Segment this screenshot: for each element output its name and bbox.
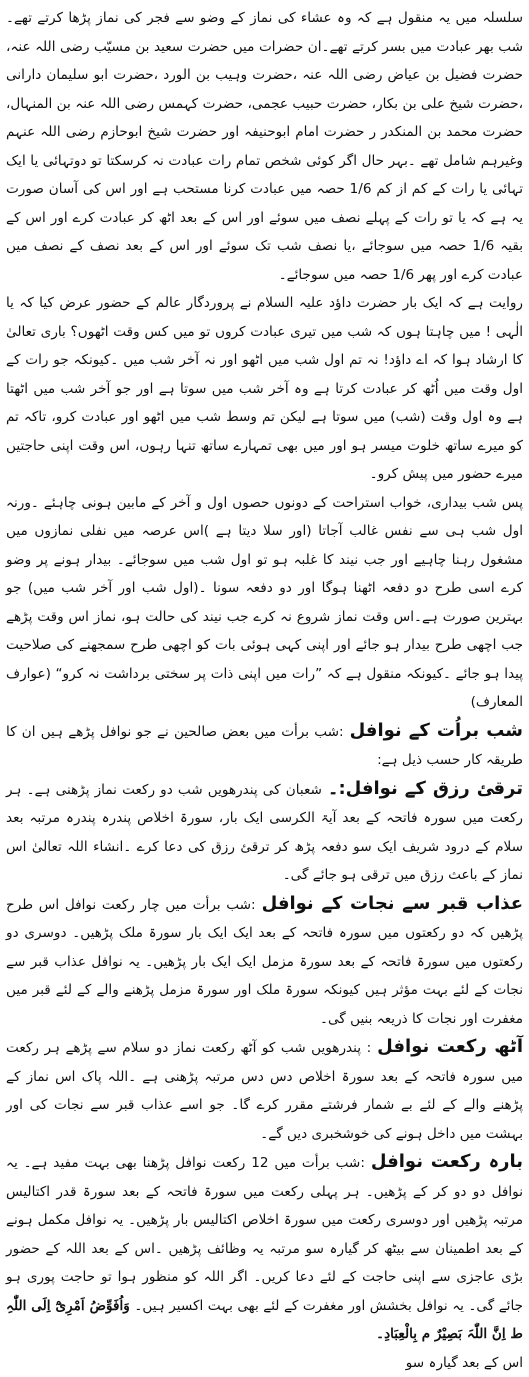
section-heading: بارہ رکعت نوافل bbox=[371, 1151, 523, 1172]
section-qabr-nawafil bbox=[6, 890, 523, 1034]
section-body bbox=[6, 775, 523, 890]
section-heading: ترقئ رزق کے نوافل:۔ bbox=[328, 778, 523, 799]
continuation-text: اس کے بعد گیارہ سو bbox=[6, 1349, 523, 1377]
paragraph-text: سلسلہ میں یہ منقول ہے کہ وہ عشاء کی نماز کے وضو سے فجر کی نماز پڑھا کرتے تھے۔شب بھر عبادت میں بسر کرتے تھے۔ان حضرات میں حضرت سعید بن مسیّب رضی اللہ عنہ، حضرت فضیل بن عیاض رضی اللہ عنہ ،حضرت وہیب بن الورد ،حضرت ابو سلیمان دارانی ،حضرت شیخ علی بن بکار، حضرت حبیب عجمی، حضرت کہمس رضی اللہ عنہ بن المنہال، حضرت محمد بن المنکدر ر حضرت امام ابوحنیفہ اور حضرت شیخ ابوحازم رضی اللہ عنہم وغیرہم شامل تھے ۔بہر حال اگر کوئی شخص تمام رات عبادت نہ کرسکتا تو دوتہائی یا ایک تہائی یا رات کے کم از کم 1/6 حصہ میں عبادت کرنا مستحب ہے اور اس کی آسان صورت یہ ہے کہ یا تو رات کے پہلے نصف میں سوئے اور اس کے بعد اٹھ کر عبادت کرے اور اس کے بقیہ 1/6 حصہ میں سوجائے ،یا نصف شب تک سوئے اور اس کے بعد نصف کے نصف میں عبادت کرے اور پھر 1/6 حصہ میں سوجائے۔ bbox=[6, 4, 523, 289]
section-text: :شب برأت میں بعض صالحین نے جو نوافل پڑھے ہیں ان کا طریقہ کار حسب ذیل ہے: bbox=[6, 724, 523, 769]
section-heading: عذاب قبر سے نجات کے نوافل bbox=[262, 893, 523, 914]
section-shab-e-barat-nawafil bbox=[6, 717, 523, 775]
section-twelve-rakat bbox=[6, 1148, 523, 1377]
section-body bbox=[6, 1033, 523, 1148]
section-body bbox=[6, 717, 523, 775]
section-heading: شب براُت کے نوافل bbox=[350, 720, 523, 741]
section-text: :شب برأت میں 12 رکعت نوافل پڑھنا بھی بہت مفید ہے۔ یہ نوافل دو دو کر کے پڑھیں۔ ہر پہلی رکعت میں سورۃ فاتحہ کے بعد سورۃ قدر اکتالیس مرتبہ پڑھیں اور دوسری رکعت میں سورۃ اخلاص اکتالیس بار پڑھیں۔ یہ نوافل مکمل ہونے کے بعد اطمینان سے بیٹھ کر گیارہ سو مرتبہ یہ وظائف پڑھیں ۔اس کے بعد اللہ کے حضور بڑی عاجزی سے اپنی حاجت کے لئے دعا کریں۔ اگر اللہ کو منظور ہوا تو حاجت پوری ہو جائے گی۔ یہ نوافل بخشش اور مغفرت کے لئے بھی بہت اکسیر ہیں۔ bbox=[6, 1155, 523, 1314]
paragraph-night-worship bbox=[6, 4, 523, 289]
quran-ayah: وَاُفَوِّضُ اَمْرِیْٓ اِلَی اللّٰہِ ط اِنَّ اللّٰہَ بَصِیْرٌ م بِالْعِبَادِ۔ bbox=[6, 1298, 523, 1343]
section-body bbox=[6, 1148, 523, 1377]
paragraph-night-vigil bbox=[6, 489, 523, 717]
section-eight-rakat bbox=[6, 1033, 523, 1148]
section-text: :شب برأت میں چار رکعت نوافل اس طرح پڑھیں کہ دو رکعتوں میں سورہ فاتحہ کے بعد ایک ایک بار سورۃ ملک پڑھیں۔ دوسری دو رکعتوں میں سورۃ فاتحہ کے بعد سورۃ مزمل ایک ایک بار پڑھیں۔ یہ نوافل عذاب قبر سے نجات کے لئے بہت مؤثر ہیں کیونکہ سورۃ ملک اور سورۃ مزمل پڑھنے والے کے لئے قبر میں مغفرت اور نجات کا ذریعہ بنیں گی۔ bbox=[6, 897, 523, 1027]
paragraph-text: پس شب بیداری، خواب استراحت کے دونوں حصوں اول و آخر کے مابین ہونی چاہئے ۔ورنہ اول شب ہی سے نفس غالب آجاتا (اور سلا دیتا ہے )اس عرصہ میں نفلی نمازوں میں مشغول رہنا چاہیے اور جب نیند کا غلبہ ہو تو اول شب میں سوجائے۔ بیدار ہونے پر وضو کرے اسی طرح دو دفعہ اٹھنا ہوگا اور دو دفعہ سونا ۔(اول شب اور آخر شب میں) جو بہترین صورت ہے۔اس وقت نماز شروع نہ کرے جب نیند کی حالت ہو، نماز اس وقت پڑھے جب اچھی طرح بیدار ہو جائے اور اپنی کہی ہوئی بات کو اچھی طرح سمجھنے کی صلاحیت پیدا ہو جائے ۔کیونکہ منقول ہے کہ ”رات میں اپنی ذات پر سختی برداشت نہ کرو“ (عوارف المعارف) bbox=[6, 489, 523, 717]
section-text: : پندرھویں شب کو آٹھ رکعت نماز دو سلام سے پڑھے ہر رکعت میں سورہ فاتحہ کے بعد سورۃ اخلاص دس دس مرتبہ پڑھنی ہے ۔اللہ پاک اس نماز کے پڑھنے والے کے لئے بے شمار فرشتے مقرر کرے گا۔ جو اسے عذاب قبر سے نجات کی اور بہشت میں داخل ہونے کی خوشخبری دیں گے۔ bbox=[6, 1040, 523, 1142]
section-heading: آٹھ رکعت نوافل bbox=[377, 1036, 523, 1057]
section-text: شعبان کی پندرھویں شب دو رکعت نماز پڑھنی ہے۔ ہر رکعت میں سورہ فاتحہ کے بعد آیۃ الکرسی ایک بار، سورۃ اخلاص پندرہ پندرہ مرتبہ بعد سلام کے درود شریف ایک سو دفعہ پڑھ کر ترقئ رزق کی دعا کرے ۔انشاء اللہ تعالیٰ اس نماز کے باعث رزق میں ترقی ہو جائے گی۔ bbox=[6, 782, 523, 884]
section-body bbox=[6, 890, 523, 1034]
paragraph-text: روایت ہے کہ ایک بار حضرت داؤد علیہ السلام نے پروردگار عالم کے حضور عرض کیا کہ یا الٰہی ! میں چاہتا ہوں کہ شب میں تیری عبادت کروں تو میں کس وقت اٹھوں؟ باری تعالیٰ کا ارشاد ہوا کہ اے داؤد! نہ تم اول شب میں اٹھو اور نہ آخر شب میں ۔کیونکہ جو رات کے اول وقت میں اُٹھ کر عبادت کرتا ہے وہ آخر شب میں سوتا ہے اور جو آخر شب میں اٹھتا ہے وہ اول وقت (شب) میں سوتا ہے لیکن تم وسط شب میں اٹھو اور عبادت کرو، تاکہ تم کو میرے ساتھ خلوت میسر ہو اور میں بھی تمہارے ساتھ تنہا رہوں، اس وقت اپنی حاجتیں میرے حضور میں پیش کرو۔ bbox=[6, 289, 523, 489]
section-rizq-nawafil bbox=[6, 775, 523, 890]
paragraph-dawood-narration bbox=[6, 289, 523, 489]
